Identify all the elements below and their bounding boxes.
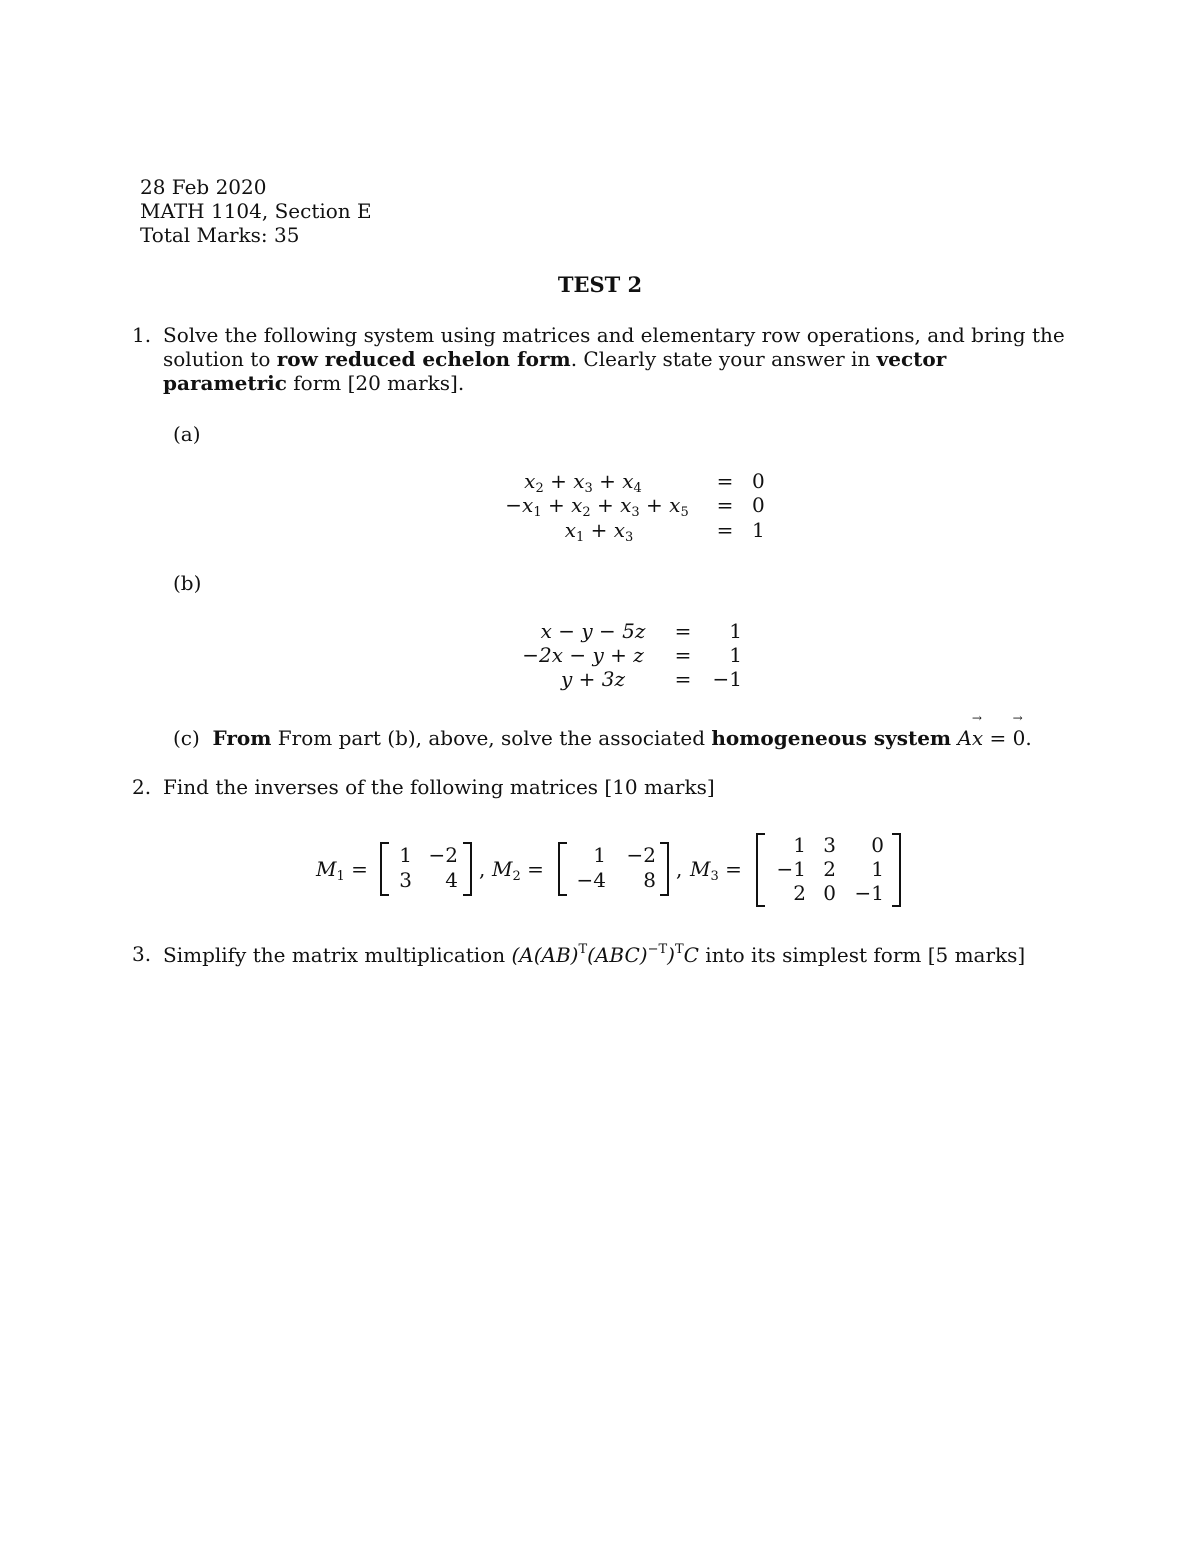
matrix-m2-cell: −2 (626, 843, 656, 867)
matrix-m3-cell: 2 (823, 857, 836, 881)
question-2-number: 2. (132, 775, 152, 799)
matrix-m2-label: $M_2$ = (492, 857, 544, 884)
matrix-m3-left-bracket (756, 833, 765, 907)
part-a-label: (a) (173, 422, 201, 446)
matrix-m2-cell: −4 (576, 868, 606, 892)
equation-a2-lhs: $-x_1 + x_2 + x_3 + x_5$ (505, 493, 689, 520)
matrix-m1-cell: 1 (399, 843, 412, 867)
equation-b1-rhs: 1 (729, 619, 742, 643)
matrix-m3-right-bracket (892, 833, 901, 907)
matrix-m3-cell: 1 (871, 857, 884, 881)
matrix-m1-label: $M_1$ = (316, 857, 368, 884)
test-title: TEST 2 (557, 272, 643, 297)
part-b-label: (b) (173, 571, 202, 595)
equation-a3-rhs: 1 (752, 518, 765, 542)
matrix-m2-cell: 8 (643, 868, 656, 892)
matrix-m3-cell: −1 (854, 881, 884, 905)
matrix-m3-cell: 2 (793, 881, 806, 905)
question-1-number: 1. (132, 323, 152, 347)
question-3-text: Simplify the matrix multiplication $(A(AB)^T(ABC)^{-T})^TC$ into its simplest form [5 marks] (163, 942, 1026, 967)
total-marks: Total Marks: 35 (140, 223, 300, 247)
equation-a3-lhs: $x_1 + x_3$ (564, 518, 634, 545)
equation-a2-rhs: 0 (752, 493, 765, 517)
question-1-text: Solve the following system using matrices and elementary row operations, and bring the solution to row reduced echelon form. Clearly state your answer in vector parametric form [20 marks]. (163, 323, 1065, 395)
equation-a1-rhs: 0 (752, 469, 765, 493)
matrix-m3-label: $M_3$ = (690, 857, 742, 884)
matrix-m2-left-bracket (558, 842, 567, 896)
equation-b3-lhs: y + 3z (560, 667, 626, 691)
equation-a1-lhs: $x_2 + x_3 + x_4$ (524, 469, 642, 496)
matrix-m1-cell: 4 (445, 868, 458, 892)
equation-b3-rhs: −1 (712, 667, 742, 691)
equation-b2-rhs: 1 (729, 643, 742, 667)
question-3-number: 3. (132, 942, 152, 966)
equation-b1-lhs: x − y − 5z (540, 619, 646, 643)
matrix-m3-cell: −1 (776, 857, 806, 881)
part-c: (c) From From part (b), above, solve the associated homogeneous system A→ x = → 0. (173, 726, 1032, 750)
matrix-m3-cell: 1 (793, 833, 806, 857)
test-page: 28 Feb 2020 MATH 1104, Section E Total Marks: 35 TEST 2 1. Solve the following system using matrices and elementary row operations, and bring the solution to row reduced echelon form. Clearly state your answer in vector parametric form [20 marks]. (a) $x_2 + x_3 + x_4$ = 0 $-x_1 + x_2 + x_3 + x_5$ = 0 $x_1 + x_3$ = 1 (b) x − y − 5z = 1 −2x − y + z = 1 y + 3z = −1 (c) From From part (b), above, solve the associated homogeneous system A→ x = → 0. 2. Find the inverses of the following matrices [10 marks] $M_1$ = 1 −2 3 4 , $M_2$ = 1 −2 −4 8 , $M_3$ = 1 3 0 −1 2 1 2 0 −1 3. Simplify the matrix multiplication $(A(AB)^T(ABC)^{-T})^TC$ into its simplest form [5 marks] (0, 0, 1200, 1553)
matrix-m3-cell: 0 (871, 833, 884, 857)
exam-date: 28 Feb 2020 (140, 175, 267, 199)
matrix-m3-cell: 3 (823, 833, 836, 857)
matrix-m1-cell: 3 (399, 868, 412, 892)
equation-b2-lhs: −2x − y + z (522, 643, 644, 667)
question-2-text: Find the inverses of the following matrices [10 marks] (163, 775, 715, 799)
matrix-m2-cell: 1 (593, 843, 606, 867)
matrix-m3-cell: 0 (823, 881, 836, 905)
matrix-m1-right-bracket (463, 842, 472, 896)
matrix-m2-right-bracket (660, 842, 669, 896)
course-section: MATH 1104, Section E (140, 199, 372, 223)
matrix-m1-cell: −2 (428, 843, 458, 867)
